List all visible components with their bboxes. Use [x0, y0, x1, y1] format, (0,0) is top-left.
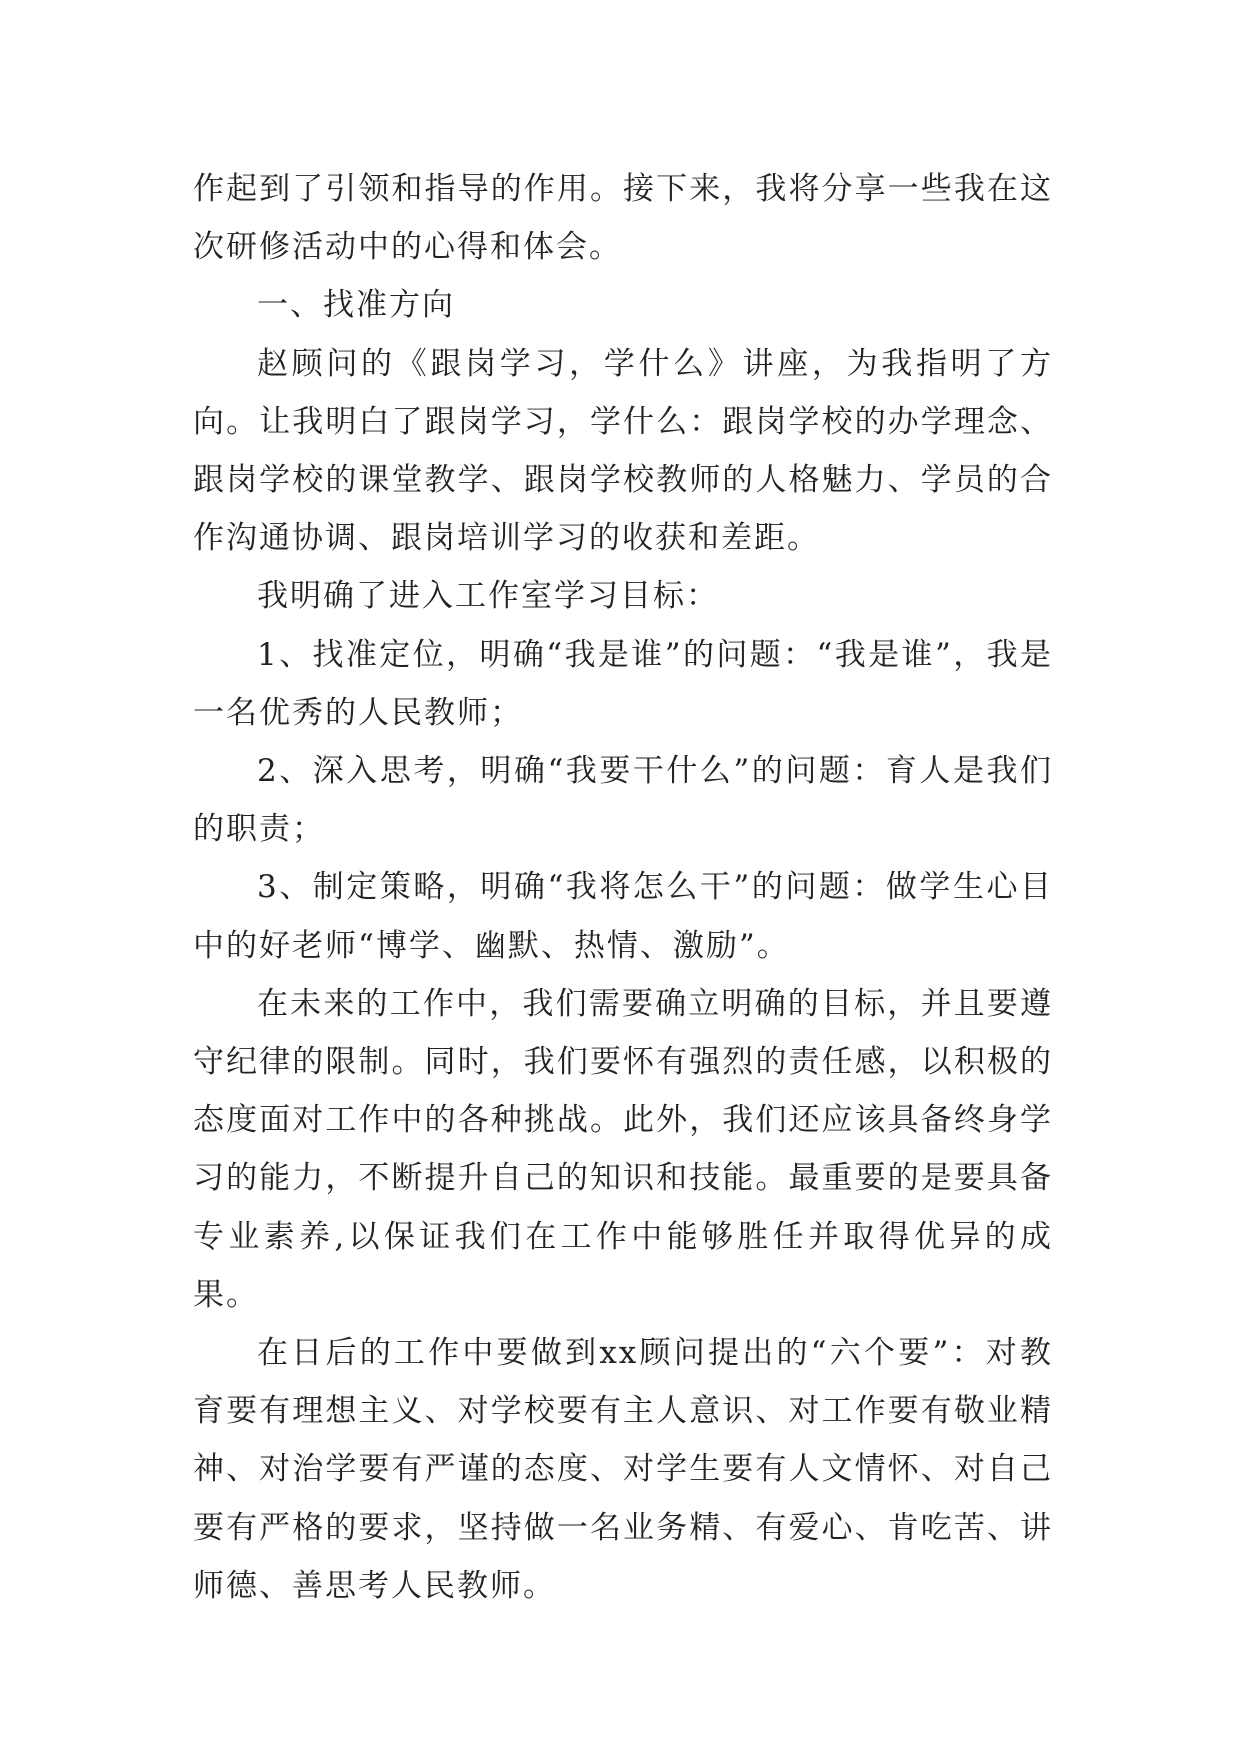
paragraph-goals-intro: 我明确了进入工作室学习目标： [257, 578, 719, 615]
paragraph-lecture: 赵顾问的《跟岗学习，学什么》讲座，为我指明了方向。让我明白了跟岗学习，学什么：跟岗学校的办学理念、跟岗学校的课堂教学、跟岗学校教师的人格魅力、学员的合作沟通协调、跟岗培训学习的收获和差距。 [193, 345, 1053, 557]
section-heading-find-direction: 一、找准方向 [257, 287, 455, 324]
document-body [193, 160, 1053, 1615]
paragraph-future-work: 在未来的工作中，我们需要确立明确的目标，并且要遵守纪律的限制。同时，我们要怀有强烈的责任感，以积极的态度面对工作中的各种挑战。此外，我们还应该具备终身学习的能力，不断提升自己的知识和技能。最重要的是要具备专业素养,以保证我们在工作中能够胜任并取得优异的成果。 [193, 985, 1053, 1313]
list-item-goal-1: 1、找准定位，明确“我是谁”的问题：“我是谁”，我是一名优秀的人民教师； [193, 636, 1053, 731]
paragraph-intro-continued: 作起到了引领和指导的作用。接下来，我将分享一些我在这次研修活动中的心得和体会。 [193, 171, 1053, 266]
list-item-goal-3: 3、制定策略，明确“我将怎么干”的问题：做学生心目中的好老师“博学、幽默、热情、激励”。 [193, 869, 1053, 964]
paragraph-six-requirements: 在日后的工作中要做到xx顾问提出的“六个要”：对教育要有理想主义、对学校要有主人意识、对工作要有敬业精神、对治学要有严谨的态度、对学生要有人文情怀、对自己要有严格的要求，坚持做一名业务精、有爱心、肯吃苦、讲师德、善思考人民教师。 [193, 1335, 1053, 1604]
list-item-goal-2: 2、深入思考，明确“我要干什么”的问题：育人是我们的职责； [193, 753, 1053, 848]
